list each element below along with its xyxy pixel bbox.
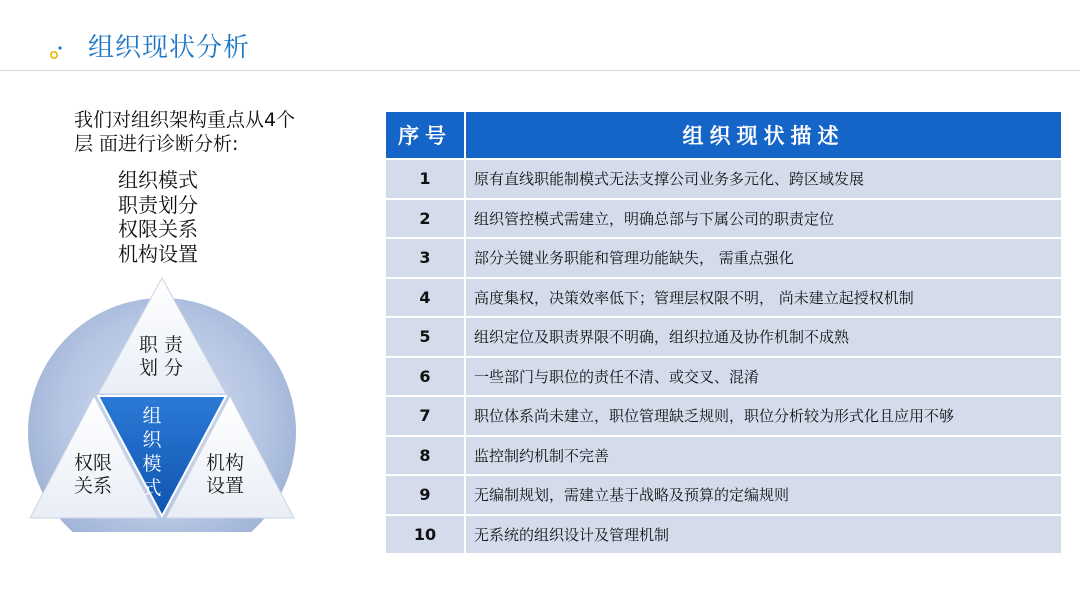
slide-header: [0, 0, 1080, 70]
table-row: [386, 358, 1061, 398]
table-row: [386, 476, 1061, 516]
label-responsibility: 职 责 划 分: [139, 334, 184, 379]
row-description: 职位体系尚未建立，职位管理缺乏规则，职位分析较为形式化且应用不够: [466, 397, 1061, 437]
row-description: 一些部门与职位的责任不清、或交叉、混淆: [466, 358, 1061, 398]
table-row: [386, 200, 1061, 240]
table-row: [386, 397, 1061, 437]
org-diagram: [22, 272, 312, 532]
diagram-graphic: [22, 272, 312, 532]
status-table-wrapper: [386, 112, 1061, 555]
focus-item: 职责划分: [118, 192, 198, 217]
row-description: 高度集权，决策效率低下；管理层权限不明， 尚未建立起授权机制: [466, 279, 1061, 319]
focus-item: 权限关系: [118, 217, 198, 241]
label-authority: 权限 关系: [74, 452, 113, 497]
row-number: 9: [386, 476, 466, 516]
table-row: [386, 437, 1061, 477]
table-row: [386, 516, 1061, 556]
page-title: 组织现状分析: [88, 33, 251, 63]
row-number: 3: [386, 239, 466, 279]
label-org-mode: 组 织 模 式: [142, 405, 162, 499]
row-description: 组织管控模式需建立，明确总部与下属公司的职责定位: [466, 200, 1061, 240]
table-row: [386, 279, 1061, 319]
table-row: [386, 160, 1061, 200]
row-number: 6: [386, 358, 466, 398]
row-description: 监控制约机制不完善: [466, 437, 1061, 477]
table-row: [386, 239, 1061, 279]
row-description: 部分关键业务职能和管理功能缺失， 需重点强化: [466, 239, 1061, 279]
row-number: 7: [386, 397, 466, 437]
intro-line-1: 我们对组织架构重点从4个: [74, 109, 296, 131]
header-description: 组织现状描述: [466, 112, 1061, 160]
row-number: 1: [386, 160, 466, 200]
focus-item: 机构设置: [118, 241, 198, 266]
intro-text: [74, 108, 324, 156]
row-number: 4: [386, 279, 466, 319]
row-number: 10: [386, 516, 466, 556]
row-description: 无编制规划，需建立基于战略及预算的定编规则: [466, 476, 1061, 516]
status-table: [386, 112, 1061, 555]
table-header-row: [386, 112, 1061, 160]
row-description: 无系统的组织设计及管理机制: [466, 516, 1061, 556]
focus-list: [118, 168, 198, 266]
bullet-dots-icon: [50, 42, 64, 60]
table-row: [386, 318, 1061, 358]
label-structure: 机构 设置: [206, 452, 245, 497]
row-number: 5: [386, 318, 466, 358]
row-description: 组织定位及职责界限不明确，组织拉通及协作机制不成熟: [466, 318, 1061, 358]
title-divider: [0, 70, 1080, 71]
header-index: 序号: [386, 112, 466, 160]
row-description: 原有直线职能制模式无法支撑公司业务多元化、跨区域发展: [466, 160, 1061, 200]
intro-line-2: 层 面进行诊断分析:: [74, 133, 239, 155]
row-number: 8: [386, 437, 466, 477]
row-number: 2: [386, 200, 466, 240]
focus-item: 组织模式: [118, 168, 198, 192]
